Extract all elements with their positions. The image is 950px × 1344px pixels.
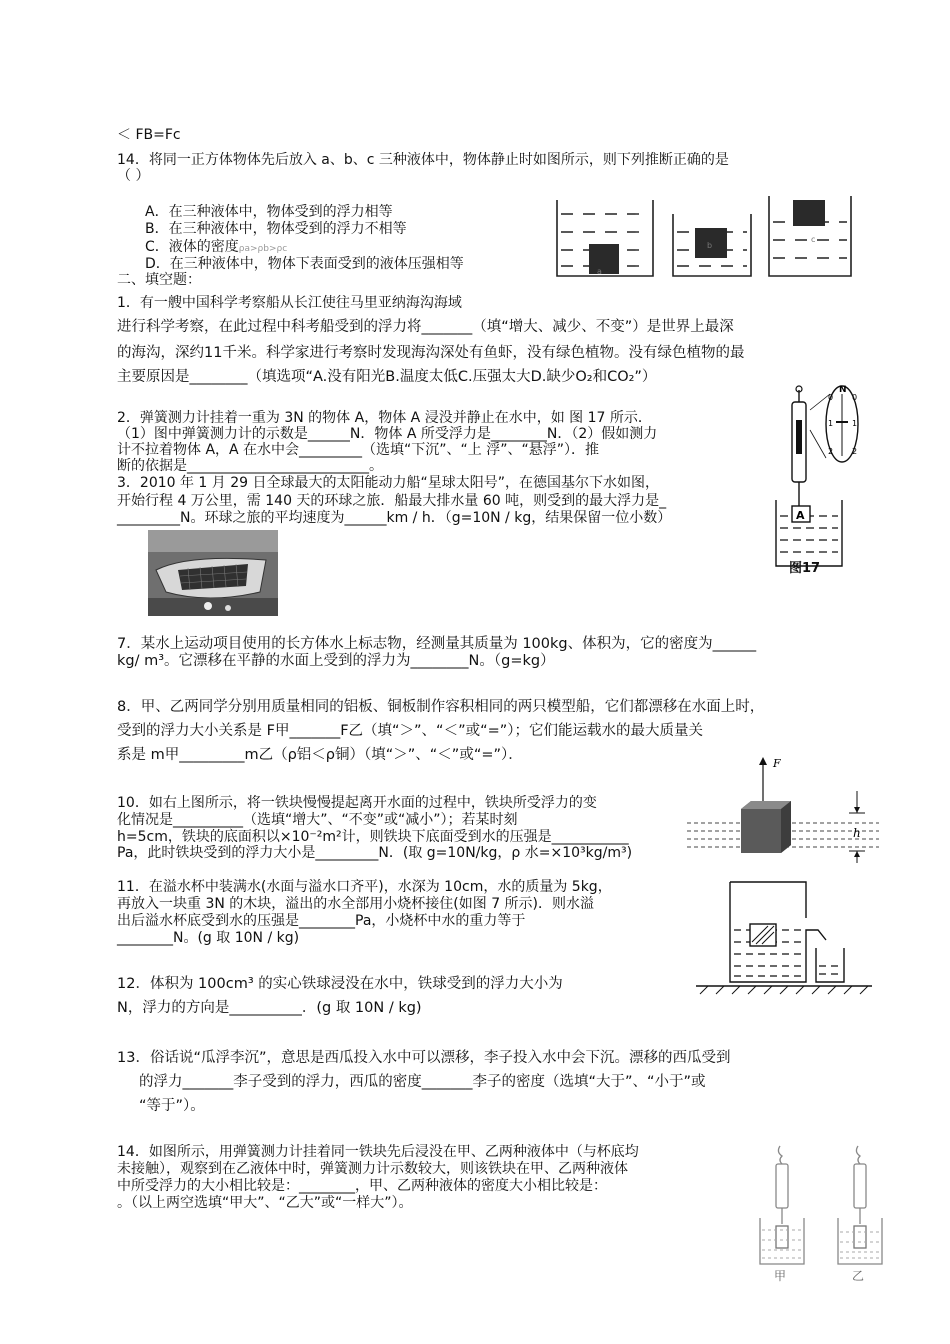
fill-13-line-3: “等于”）。 — [139, 1098, 205, 1114]
fill-14-line-4: 。（以上两空选填“甲大”、“乙大”或“一样大”）。 — [117, 1195, 413, 1211]
q14-option-c-formula: ρa>ρb>ρc — [238, 244, 288, 254]
three-beakers-figure — [555, 192, 855, 284]
beaker-label-c: c — [811, 235, 816, 244]
q14-paren: （ ） — [117, 168, 150, 184]
fill-1-line-4: 主要原因是________（填选项“A.没有阳光B.温度太低C.压强太大D.缺少O₂和CO₂”） — [117, 369, 657, 385]
fill-7-line-2: kg/ m³。它漂移在平静的水面上受到的浮力为________N。（g=kg） — [117, 653, 555, 669]
figure-17-spring-scale — [770, 380, 890, 580]
fig17-scale-2b: 2 — [852, 447, 858, 456]
fill-12-line-2: N，浮力的方向是__________．(g 取 10N / kg) — [117, 1000, 422, 1016]
fill-10-line-4: Pa，此时铁块受到的浮力大小是_________N．(取 g=10N/kg，ρ 水=×10³kg/m³) — [117, 845, 633, 861]
figure-10-iron-block — [683, 755, 883, 865]
fig14-label-jia: 甲 — [774, 1269, 787, 1283]
fill-7-line-1: 7．某水上运动项目使用的长方体水上标志物，经测量其质量为 100kg、体积为，它的密度为______ — [117, 636, 757, 652]
fill-3-line-3: _________N。环球之旅的平均速度为______km / h．（g=10N / kg，结果保留一位小数） — [117, 510, 672, 526]
fig17-scale-2a: 2 — [828, 447, 834, 456]
q14-option-c-text: C．液体的密度 — [145, 239, 239, 255]
fill-8-line-3: 系是 m甲_________m乙（ρ铝＜ρ铜）（填“＞”、“＜”或“=”）． — [117, 747, 523, 763]
fig10-force-label: F — [773, 757, 781, 770]
fill-11-line-3: 出后溢水杯底受到水的压强是________Pa，小烧杯中水的重力等于 — [117, 913, 526, 929]
figure-7-overflow-cup — [694, 868, 874, 1000]
fill-8-line-1: 8．甲、乙两同学分别用质量相同的铝板、铜板制作容积相同的两只模型船，它们都漂移在水面上时， — [117, 699, 765, 715]
q14-option-d: D．在三种液体中，物体下表面受到的液体压强相等 — [145, 256, 464, 272]
fig17-scale-0a: 0 — [828, 393, 834, 402]
q14-stem: 14．将同一正方体物体先后放入 a、b、c 三种液体中，物体静止时如图所示，则下列推断正确的是 — [117, 152, 729, 168]
fill-11-line-2: 再放入一块重 3N 的木块，溢出的水全部用小烧杯接住(如图 7 所示)．则水溢 — [117, 896, 595, 912]
fill-1-line-2: 进行科学考察，在此过程中科考船受到的浮力将_______（填“增大、减少、不变”）是世界上最深 — [117, 319, 734, 335]
fill-10-line-3: h=5cm，铁块的底面积以×10⁻²m²计，则铁块下底面受到水的压强是___________ — [117, 829, 629, 845]
fill-11-line-4: ________N。(g 取 10N / kg) — [117, 930, 300, 946]
fill-14-line-3: 中所受浮力的大小相比较是：________，甲、乙两种液体的密度大小相比较是： — [117, 1178, 607, 1194]
fill-14-line-1: 14．如图所示，用弹簧测力计挂着同一铁块先后浸没在甲、乙两种液体中（与杯底均 — [117, 1144, 639, 1160]
fill-10-line-2: 化情况是__________（选填“增大”、“不变”或“减小”）；若某时刻 — [117, 812, 518, 828]
fill-11-line-1: 11．在溢水杯中装满水(水面与溢水口齐平)，水深为 10cm，水的质量为 5kg， — [117, 879, 612, 895]
q14-option-a: A．在三种液体中，物体受到的浮力相等 — [145, 204, 393, 220]
fig17-scale-n: N — [839, 385, 847, 395]
fill-2-line-2: （1）图中弹簧测力计的示数是______N．物体 A 所受浮力是________N．（2）假如测力 — [117, 426, 658, 442]
fill-14-line-2: 未接触），观察到在乙液体中时，弹簧测力计示数较大，则该铁块在甲、乙两种液体 — [117, 1161, 628, 1177]
fig17-scale-1a: 1 — [828, 419, 834, 428]
fig17-object-a: A — [796, 509, 805, 522]
fig10-h-label: h — [853, 826, 861, 840]
fill-1-line-1: 1．有一艘中国科学考察船从长江使往马里亚纳海沟海域 — [117, 295, 462, 311]
fill-10-line-1: 10．如右上图所示，将一铁块慢慢提起离开水面的过程中，铁块所受浮力的变 — [117, 795, 597, 811]
fill-1-line-3: 的海沟，深约11千米。科学家进行考察时发现海沟深处有鱼虾，没有绿色植物。没有绿色植物的最 — [117, 345, 745, 361]
beaker-label-b: b — [707, 241, 713, 250]
solar-ship-photo — [148, 530, 278, 616]
figure-17-caption: 图17 — [789, 561, 821, 576]
fill-13-line-2: 的浮力_______李子受到的浮力，西瓜的密度_______李子的密度（选填“大于”、“小于”或 — [139, 1074, 706, 1090]
fill-3-line-2: 开始行程 4 万公里，需 140 天的环球之旅．船最大排水量 60 吨，则受到的最大浮力是_ — [117, 493, 667, 509]
fill-13-line-1: 13．俗话说“瓜浮李沉”，意思是西瓜投入水中可以漂移，李子投入水中会下沉。漂移的西瓜受到 — [117, 1050, 731, 1066]
q14-option-b: B．在三种液体中，物体受到的浮力不相等 — [145, 221, 407, 237]
fill-2-line-3: 计不拉着物体 A，A 在水中会_________（选填“下沉”、“上 浮”、“悬浮”）．推 — [117, 442, 600, 458]
fill-12-line-1: 12．体积为 100cm³ 的实心铁球浸没在水中，铁球受到的浮力大小为 — [117, 976, 563, 992]
fig14-label-yi: 乙 — [852, 1269, 865, 1283]
beaker-label-a: a — [597, 267, 602, 276]
line-fb-fc: ＜ FB=Fc — [117, 127, 181, 143]
fill-3-line-1: 3．2010 年 1 月 29 日全球最大的太阳能动力船“星球太阳号”，在德国基尔下水如图， — [117, 475, 660, 491]
fig17-scale-1b: 1 — [852, 419, 858, 428]
section-2-title: 二、填空题： — [117, 272, 201, 288]
fig17-scale-0b: 0 — [852, 393, 858, 402]
fill-8-line-2: 受到的浮力大小关系是 F甲_______F乙（填“＞”、“＜”或“=”）；它们能运载水的最大质量关 — [117, 723, 704, 739]
fill-2-line-1: 2．弹簧测力计挂着一重为 3N 的物体 A，物体 A 浸没并静止在水中，如 图 17 所示． — [117, 410, 652, 426]
fill-2-line-4: 断的依据是__________________________。 — [117, 458, 383, 474]
figure-14-two-liquids — [752, 1140, 892, 1285]
